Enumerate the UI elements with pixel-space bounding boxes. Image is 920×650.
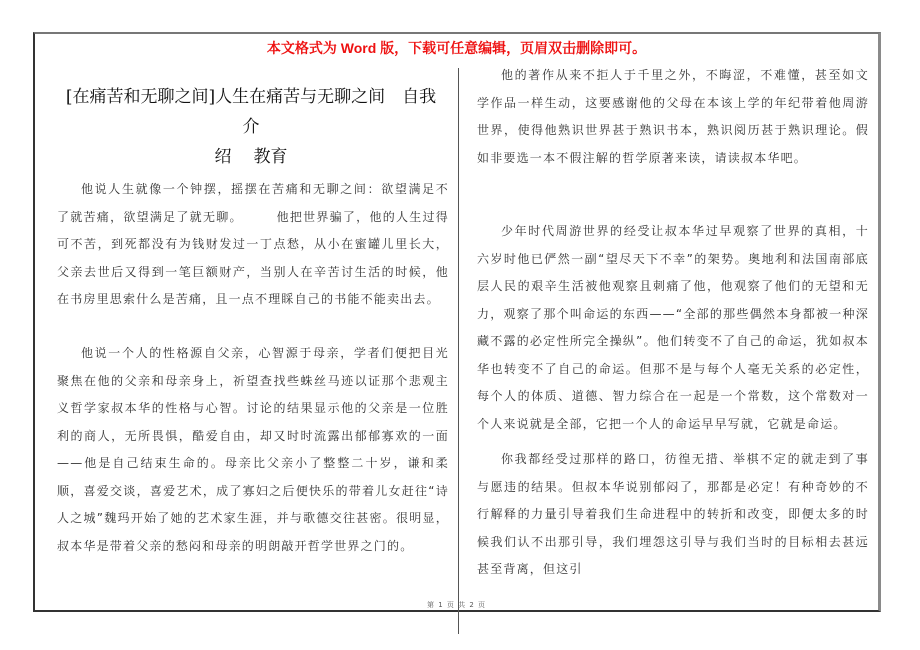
- left-paragraph-2: 他说一个人的性格源自父亲，心智源于母亲，学者们便把目光聚焦在他的父亲和母亲身上，祈望查找些蛛丝马迹以证那个悲观主义哲学家叔本华的性格与心智。讨论的结果显示他的父亲是一位胜利的商人，无所畏惧，酷爱自由，却又时时流露出郁郁寡欢的一面——他是自己结束生命的。母亲比父亲小了整整二十岁，谦和柔顺，喜爱交谈，喜爱艺术，成了寡妇之后便快乐的带着儿女赶往“诗人之城”魏玛开始了她的艺术家生涯，并与歌德交往甚密。很明显，叔本华是带着父亲的愁闷和母亲的明朗敲开哲学世界之门的。: [57, 346, 449, 553]
- page-indicator: 第 1 页 共 2 页: [426, 601, 487, 609]
- column-divider: [458, 68, 459, 634]
- document-title: [61, 82, 441, 172]
- title-line-2-part-1: 绍: [214, 147, 232, 167]
- left-paragraph-1: 他说人生就像一个钟摆，摇摆在苦痛和无聊之间：欲望满足不了就苦痛，欲望满足了就无聊。 他把世界骗了，他的人生过得可不苦，到死都没有为钱财发过一丁点愁，从小在蜜罐儿里长大，父亲去世后又得到一笔巨额财产，当别人在辛苦讨生活的时候，他在书房里思索什么是苦痛，且一点不理睬自己的书能不能卖出去。: [57, 182, 449, 306]
- title-line-2-part-2: 教育: [253, 147, 288, 167]
- right-paragraph-3: 你我都经受过那样的路口，彷徨无措、举棋不定的就走到了事与愿违的结果。但叔本华说别郁闷了，那都是必定！有种奇妙的不行解释的力量引导着我们生命进程中的转折和改变，即便太多的时候我们认不出那引导，我们埋怨这引导与我们当时的目标相去甚远甚至背离，但这引: [477, 452, 869, 576]
- right-paragraph-2: 少年时代周游世界的经受让叔本华过早观察了世界的真相，十六岁时他已俨然一副“望尽天下不幸”的架势。奥地利和法国南部底层人民的艰辛生活被他观察且刺痛了他，他观察了他们的无望和无力，观察了那个叫命运的东西——“全部的那些偶然本身都被一种深藏不露的必定性所完全操纵”。他们转变不了自己的命运，犹如叔本华也转变不了自己的命运。但那不是与每个人毫无关系的必定性，每个人的体质、道德、智力综合在一起是一个常数，这个常数对一个人来说就是全部，它把一个人的命运早早写就，它就是命运。: [477, 224, 869, 431]
- header-notice: 本文格式为 Word 版，下载可任意编辑，页眉双击删除即可。: [266, 40, 647, 56]
- title-line-1: [在痛苦和无聊之间]人生在痛苦与无聊之间 自我介: [65, 87, 437, 137]
- right-paragraph-1: 他的著作从来不拒人于千里之外，不晦涩，不难懂，甚至如文学作品一样生动，这要感谢他的父母在本该上学的年纪带着他周游世界，使得他熟识世界甚于熟识书本，熟识阅历甚于熟识理论。假如非要选一本不假注解的哲学原著来读，请读叔本华吧。: [477, 68, 869, 165]
- title-line-2: [61, 142, 441, 172]
- document-page: [33, 32, 881, 612]
